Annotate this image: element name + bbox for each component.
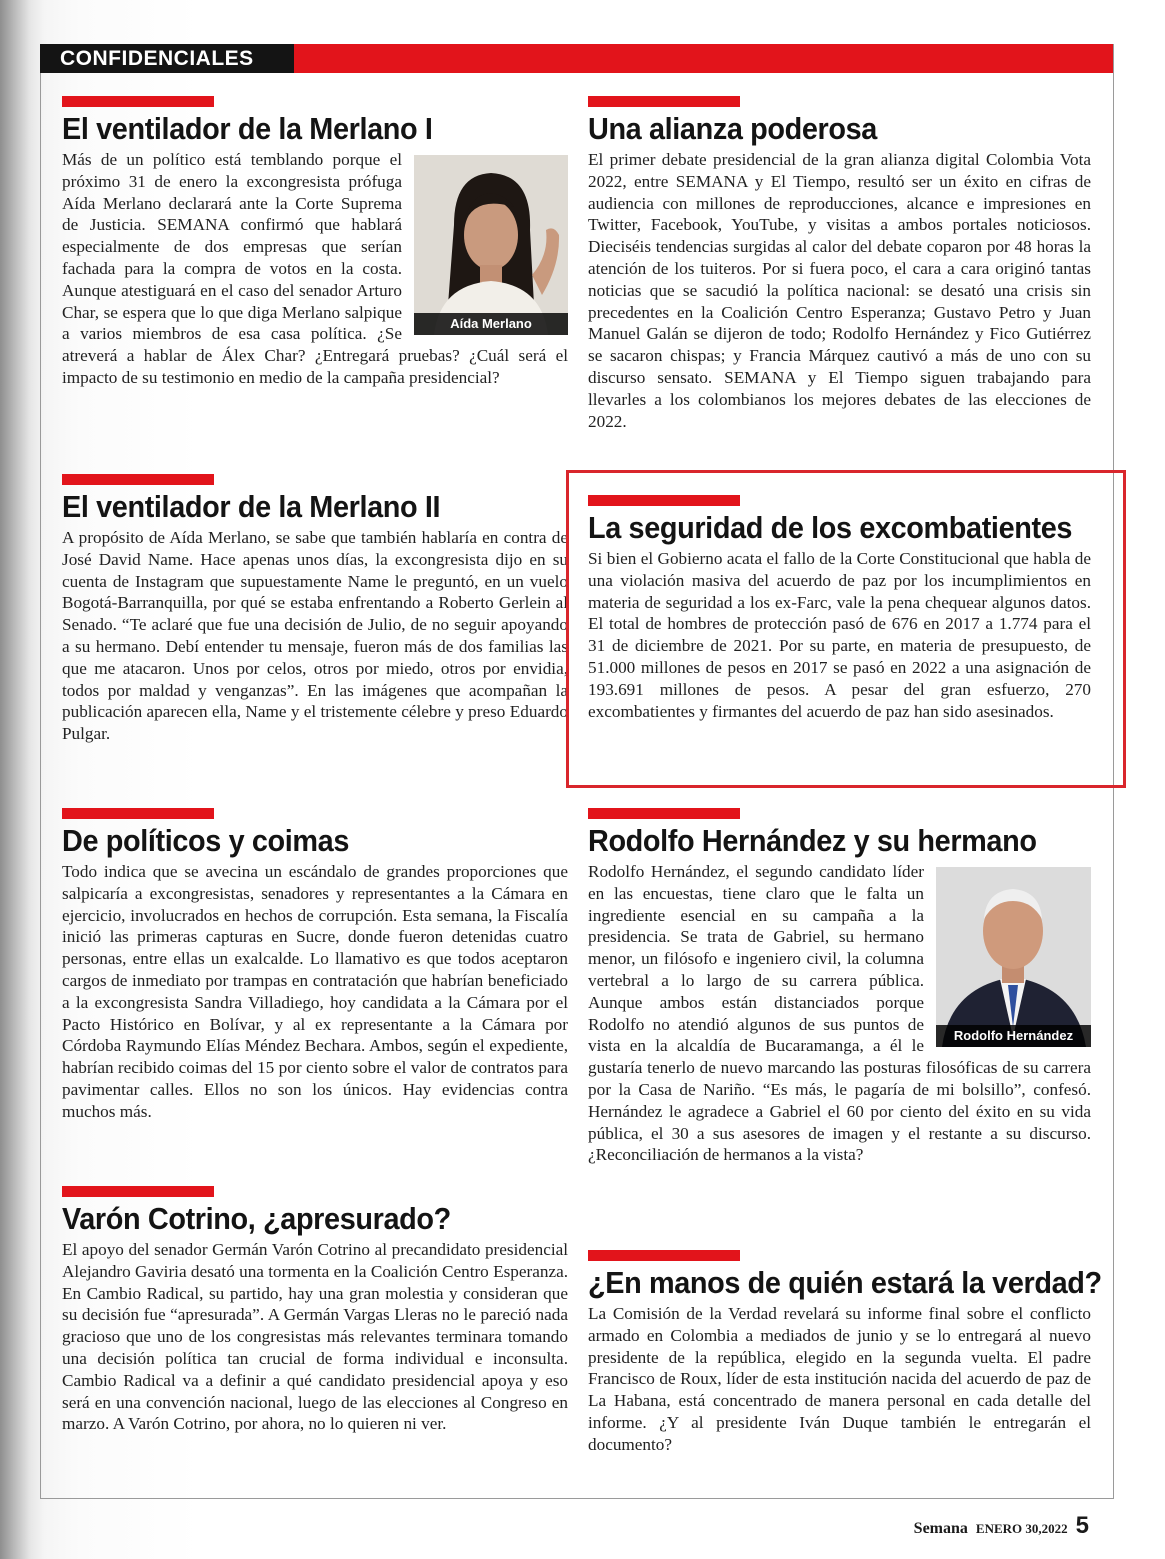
article-body: A propósito de Aída Merlano, se sabe que también hablaría en contra de José David Name. Hace apenas unos días, la excongresista dijo en su cuenta de Instagram que supuestamente Name le preguntó, en un vuelo Bogotá-Barranquilla, por qué se estaba enfrentando a Roberto Gerlein al Senado. “Te aclaré que fue una decisión de Julio, de no seguir apoyando a su hermano. Debí entender tu mensaje, fueron más de dos familias las que me atacaron. Unos por celos, otros por miedo, otros por envidia, todos por maldad y venganzas”. En las imágenes que acompañan la publicación aparecen ella, Name y el tristemente célebre y preso Eduardo Pulgar. (62, 528, 568, 744)
article-body: El primer debate presidencial de la gran alianza digital Colombia Vota 2022, entre SEMANA y El Tiempo, resultó ser un éxito en cifras de audiencia con millones de reproducciones, alcance e impresiones en Twitter, Facebook, YouTube, y visitas a ambos portales noticiosos. Dieciséis tendencias surgidas al calor del debate coparon por 48 horas la atención de los tuiteros. Por si fuera poco, el cara a cara originó tantas noticias que se sacudió la política nacional: se desató una crisis sin precedentes en la Coalición Centro Esperanza; Gustavo Petro y Juan Manuel Galán se dijeron de todo; Rodolfo Hernández y Fico Gutiérrez se sacaron chispas; y Francia Márquez cautivó a más de uno con su discurso sensato. SEMANA y El Tiempo siguen trabajando para llevarles a los colombianos los mejores debates de las elecciones de 2022. (588, 150, 1091, 431)
article-merlano-2 (62, 474, 568, 745)
headline: Rodolfo Hernández y su hermano (588, 823, 1037, 858)
article-body: La Comisión de la Verdad revelará su informe final sobre el conflicto armado en Colombia a mediados de junio y se lo entregará al nuevo presidente de la república, elegido en la segunda vuelta. El padre Francisco de Roux, líder de esta institución nacida del acuerdo de paz de La Habana, está concentrado de manera personal en cada detalle del informe. ¿Y al presidente Iván Duque también le entregarán el documento? (588, 1304, 1091, 1454)
article-coimas (62, 808, 568, 1123)
headline-accent-bar (588, 1250, 740, 1261)
headline: Varón Cotrino, ¿apresurado? (62, 1201, 451, 1236)
headline: Una alianza poderosa (588, 111, 877, 146)
article-body: Si bien el Gobierno acata el fallo de la Corte Constitucional que habla de una violación masiva del acuerdo de paz por los incumplimientos en materia de seguridad a los ex-Farc, vale la pena chequear algunos datos. El total de hombres de protección pasó de 676 en 2017 a 1.774 para el 31 de diciembre de 2021. Por su parte, en materia de presupuesto, de 51.000 millones de pesos en 2017 se pasó en 2022 a una asignación de 193.691 millones de pesos. A pesar del gran esfuerzo, 270 excombatientes y firmantes del acuerdo de paz han sido asesinados. (588, 549, 1091, 721)
photo-caption: Rodolfo Hernández (936, 1025, 1091, 1047)
article-seguridad (588, 495, 1091, 722)
photo-caption: Aída Merlano (414, 313, 568, 335)
article-merlano-1 (62, 96, 568, 389)
article-body: Rodolfo Hernández, el segundo candidato líder en las encuestas, tiene claro que le falta un ingrediente esencial en su campaña a la presidencia. Se trata de Gabriel, su hermano menor, un filósofo e ingeniero civil, la columna vertebral a lo largo de su carrera pública. Aunque ambos están distanciados porque Rodolfo no atendió algunos de sus puntos de vista en la alcaldía de Bucaramanga, a él le gustaría tenerlo de nuevo marcando las posturas filosóficas de su carrera por la Casa de Nariño. “Es más, le pagaría de mi bolsillo”, confesó. Hernández le agradece a Gabriel el 60 por ciento del éxito en su vida pública, el 30 a sus asesores de imagen y el restante a su discurso. ¿Reconciliación de hermanos a la vista? (588, 862, 1091, 1165)
article-verdad (588, 1250, 1102, 1456)
headline-accent-bar (62, 474, 214, 485)
magazine-name: Semana (913, 1520, 968, 1537)
article-body: El apoyo del senador Germán Varón Cotrino al precandidato presidencial Alejandro Gaviria desató una tormenta en la Coalición Centro Esperanza. En Cambio Radical, su partido, hay una gran molestia y consideran que su decisión fue “apresurada”. A Germán Vargas Lleras no le pareció nada gracioso que uno de los congresistas más relevantes terminara tomando una decisión política tan crucial de forma individual e inconsulta. Cambio Radical va a definir a qué candidato presidencial apoya y eso será en una convención nacional, luego de las elecciones al Congreso en marzo. A Varón Cotrino, por ahora, no lo quieren ni ver. (62, 1240, 568, 1434)
section-label: CONFIDENCIALES (40, 44, 294, 73)
headline-accent-bar (62, 808, 214, 819)
article-alianza (588, 96, 1091, 432)
article-body: Más de un político está temblando porque el próximo 31 de enero la excongresista prófuga Aída Merlano declarará ante la Corte Suprema de Justicia. SEMANA confirmó que hablará especialmente de dos empresas que serían fachada para la compra de votos en la costa. Aunque atestiguará en el caso del senador Arturo Char, se espera que lo que diga Merlano salpique a varios miembros de esa casa política. ¿Se atreverá a hablar de Álex Char? ¿Entregará pruebas? ¿Cuál será el impacto de su testimonio en medio de la campaña presidencial? (62, 150, 568, 387)
article-body: Todo indica que se avecina un escándalo de grandes proporciones que salpicaría a excongresistas, senadores y representantes a la Cámara en ejercicio, involucrados en hechos de corrupción. Esta semana, la Fiscalía inició las primeras capturas en Sucre, donde fueron detenidas cuatro personas, entre ellas un exalcalde. Lo llamativo es que todos aceptaron cargos de inmediato por trampas en contratación que habrían beneficiado a la excongresista Sandra Villadiego, hoy candidata a la Cámara por el Pacto Histórico en Bolívar, y al ex representante a la Cámara por Córdoba Raymundo Elías Méndez Bechara. Ambos, según el expediente, habrían recibido coimas del 15 por ciento sobre el valor de contratos para pavimentar calles. Ellos no son los únicos. Hay evidencias contra muchos más. (62, 862, 568, 1121)
photo-rodolfo-hernandez (936, 867, 1091, 1047)
photo-aida-merlano (414, 155, 568, 335)
article-varon-cotrino (62, 1186, 568, 1435)
issue-date: ENERO 30,2022 (975, 1521, 1068, 1536)
headline: De políticos y coimas (62, 823, 349, 858)
article-hernandez (588, 808, 1091, 1166)
headline: ¿En manos de quién estará la verdad? (588, 1265, 1102, 1300)
headline-accent-bar (588, 495, 740, 506)
headline-accent-bar (62, 1186, 214, 1197)
headline: El ventilador de la Merlano I (62, 111, 433, 146)
page-footer (914, 1512, 1089, 1540)
headline-accent-bar (62, 96, 214, 107)
page-number: 5 (1075, 1512, 1089, 1539)
headline-accent-bar (588, 808, 740, 819)
headline: La seguridad de los excombatientes (588, 510, 1073, 545)
headline: El ventilador de la Merlano II (62, 489, 441, 524)
headline-accent-bar (588, 96, 740, 107)
